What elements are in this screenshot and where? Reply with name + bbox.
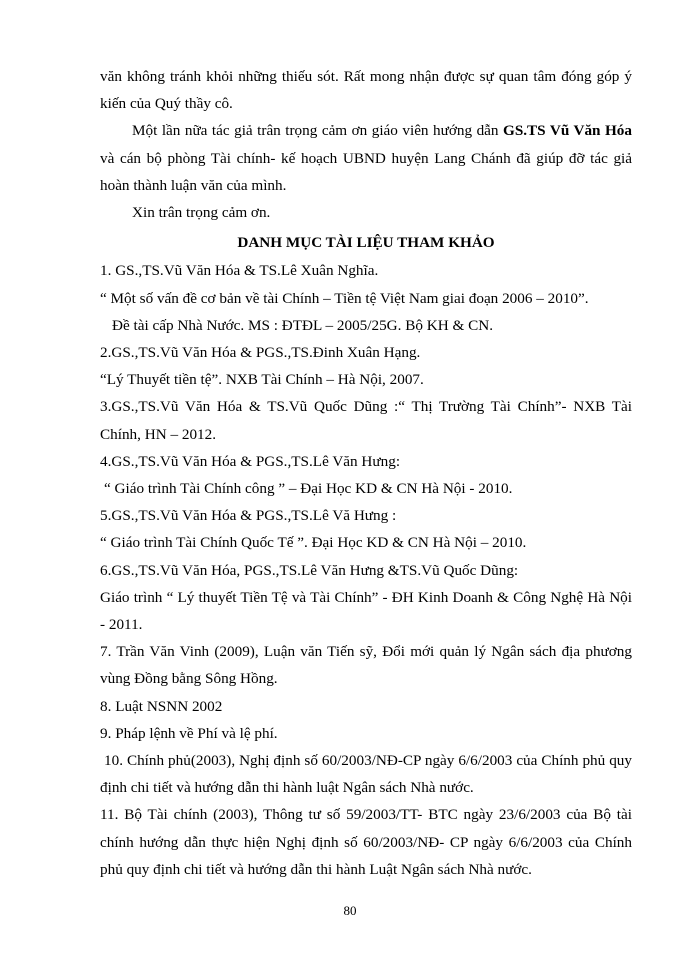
- page-number: 80: [343, 903, 357, 918]
- reference-line: “ Giáo trình Tài Chính công ” – Đại Học KD & CN Hà Nội - 2010.: [104, 480, 513, 498]
- reference-line: 8. Luật NSNN 2002: [100, 697, 223, 715]
- closing-thanks: Xin trân trọng cảm ơn.: [132, 204, 271, 222]
- page-body: [100, 63, 632, 883]
- intro-paragraph-2: [100, 117, 632, 199]
- reference-line: 7. Trần Văn Vinh (2009), Luận văn Tiến sỹ, Đổi mới quản lý Ngân sách địa phương vùng Đồng bằng Sông Hồng.: [100, 643, 632, 688]
- reference-line: 11. Bộ Tài chính (2003), Thông tư số 59/2003/TT- BTC ngày 23/6/2003 của Bộ tài chính hướng dẫn thực hiện Nghị định số 60/2003/NĐ- CP ngày 6/6/2003 của Chính phủ quy định chi tiết và hướng dẫn thi hành Luật Ngân sách Nhà nước.: [100, 806, 632, 878]
- reference-line: 10. Chính phủ(2003), Nghị định số 60/2003/NĐ-CP ngày 6/6/2003 của Chính phủ quy định chi tiết và hướng dẫn thi hành luật Ngân sách Nhà nước.: [100, 752, 632, 797]
- intro-paragraph-2-start: Một lần nữa tác giả trân trọng cảm ơn giáo viên hướng dẫn: [132, 122, 503, 140]
- reference-line: 1. GS.,TS.Vũ Văn Hóa & TS.Lê Xuân Nghĩa.: [100, 262, 379, 280]
- reference-line: Giáo trình “ Lý thuyết Tiền Tệ và Tài Chính” - ĐH Kinh Doanh & Công Nghệ Hà Nội - 2011.: [100, 588, 632, 634]
- reference-line: 3.GS.,TS.Vũ Văn Hóa & TS.Vũ Quốc Dũng :“ Thị Trường Tài Chính”- NXB Tài Chính, HN – 2012.: [100, 398, 632, 443]
- intro-paragraph-1: văn không tránh khỏi những thiếu sót. Rất mong nhận được sự quan tâm đóng góp ý kiến của Quý thầy cô.: [100, 68, 632, 113]
- reference-line: Đề tài cấp Nhà Nước. MS : ĐTĐL – 2005/25G. Bộ KH & CN.: [112, 316, 493, 334]
- reference-line: 5.GS.,TS.Vũ Văn Hóa & PGS.,TS.Lê Vă Hưng :: [100, 507, 397, 525]
- intro-paragraph-2-end: và cán bộ phòng Tài chính- kế hoạch UBND huyện Lang Chánh đã giúp đỡ tác giả hoàn thành luận văn của mình.: [100, 149, 632, 194]
- reference-line: 6.GS.,TS.Vũ Văn Hóa, PGS.,TS.Lê Văn Hưng &TS.Vũ Quốc Dũng:: [100, 561, 519, 579]
- references-heading: DANH MỤC TÀI LIỆU THAM KHẢO: [237, 234, 495, 252]
- advisor-name: GS.TS Vũ Văn Hóa: [503, 122, 632, 140]
- reference-line: 2.GS.,TS.Vũ Văn Hóa & PGS.,TS.Đinh Xuân Hạng.: [100, 344, 421, 362]
- reference-line: “Lý Thuyết tiền tệ”. NXB Tài Chính – Hà Nội, 2007.: [100, 371, 424, 389]
- reference-line: 4.GS.,TS.Vũ Văn Hóa & PGS.,TS.Lê Văn Hưng:: [100, 452, 401, 470]
- reference-line: 9. Pháp lệnh về Phí và lệ phí.: [100, 724, 278, 742]
- reference-line: “ Giáo trình Tài Chính Quốc Tế ”. Đại Học KD & CN Hà Nội – 2010.: [100, 534, 527, 552]
- references-list: [100, 257, 632, 883]
- reference-line: “ Một số vấn đề cơ bản về tài Chính – Tiền tệ Việt Nam giai đoạn 2006 – 2010”.: [100, 289, 589, 307]
